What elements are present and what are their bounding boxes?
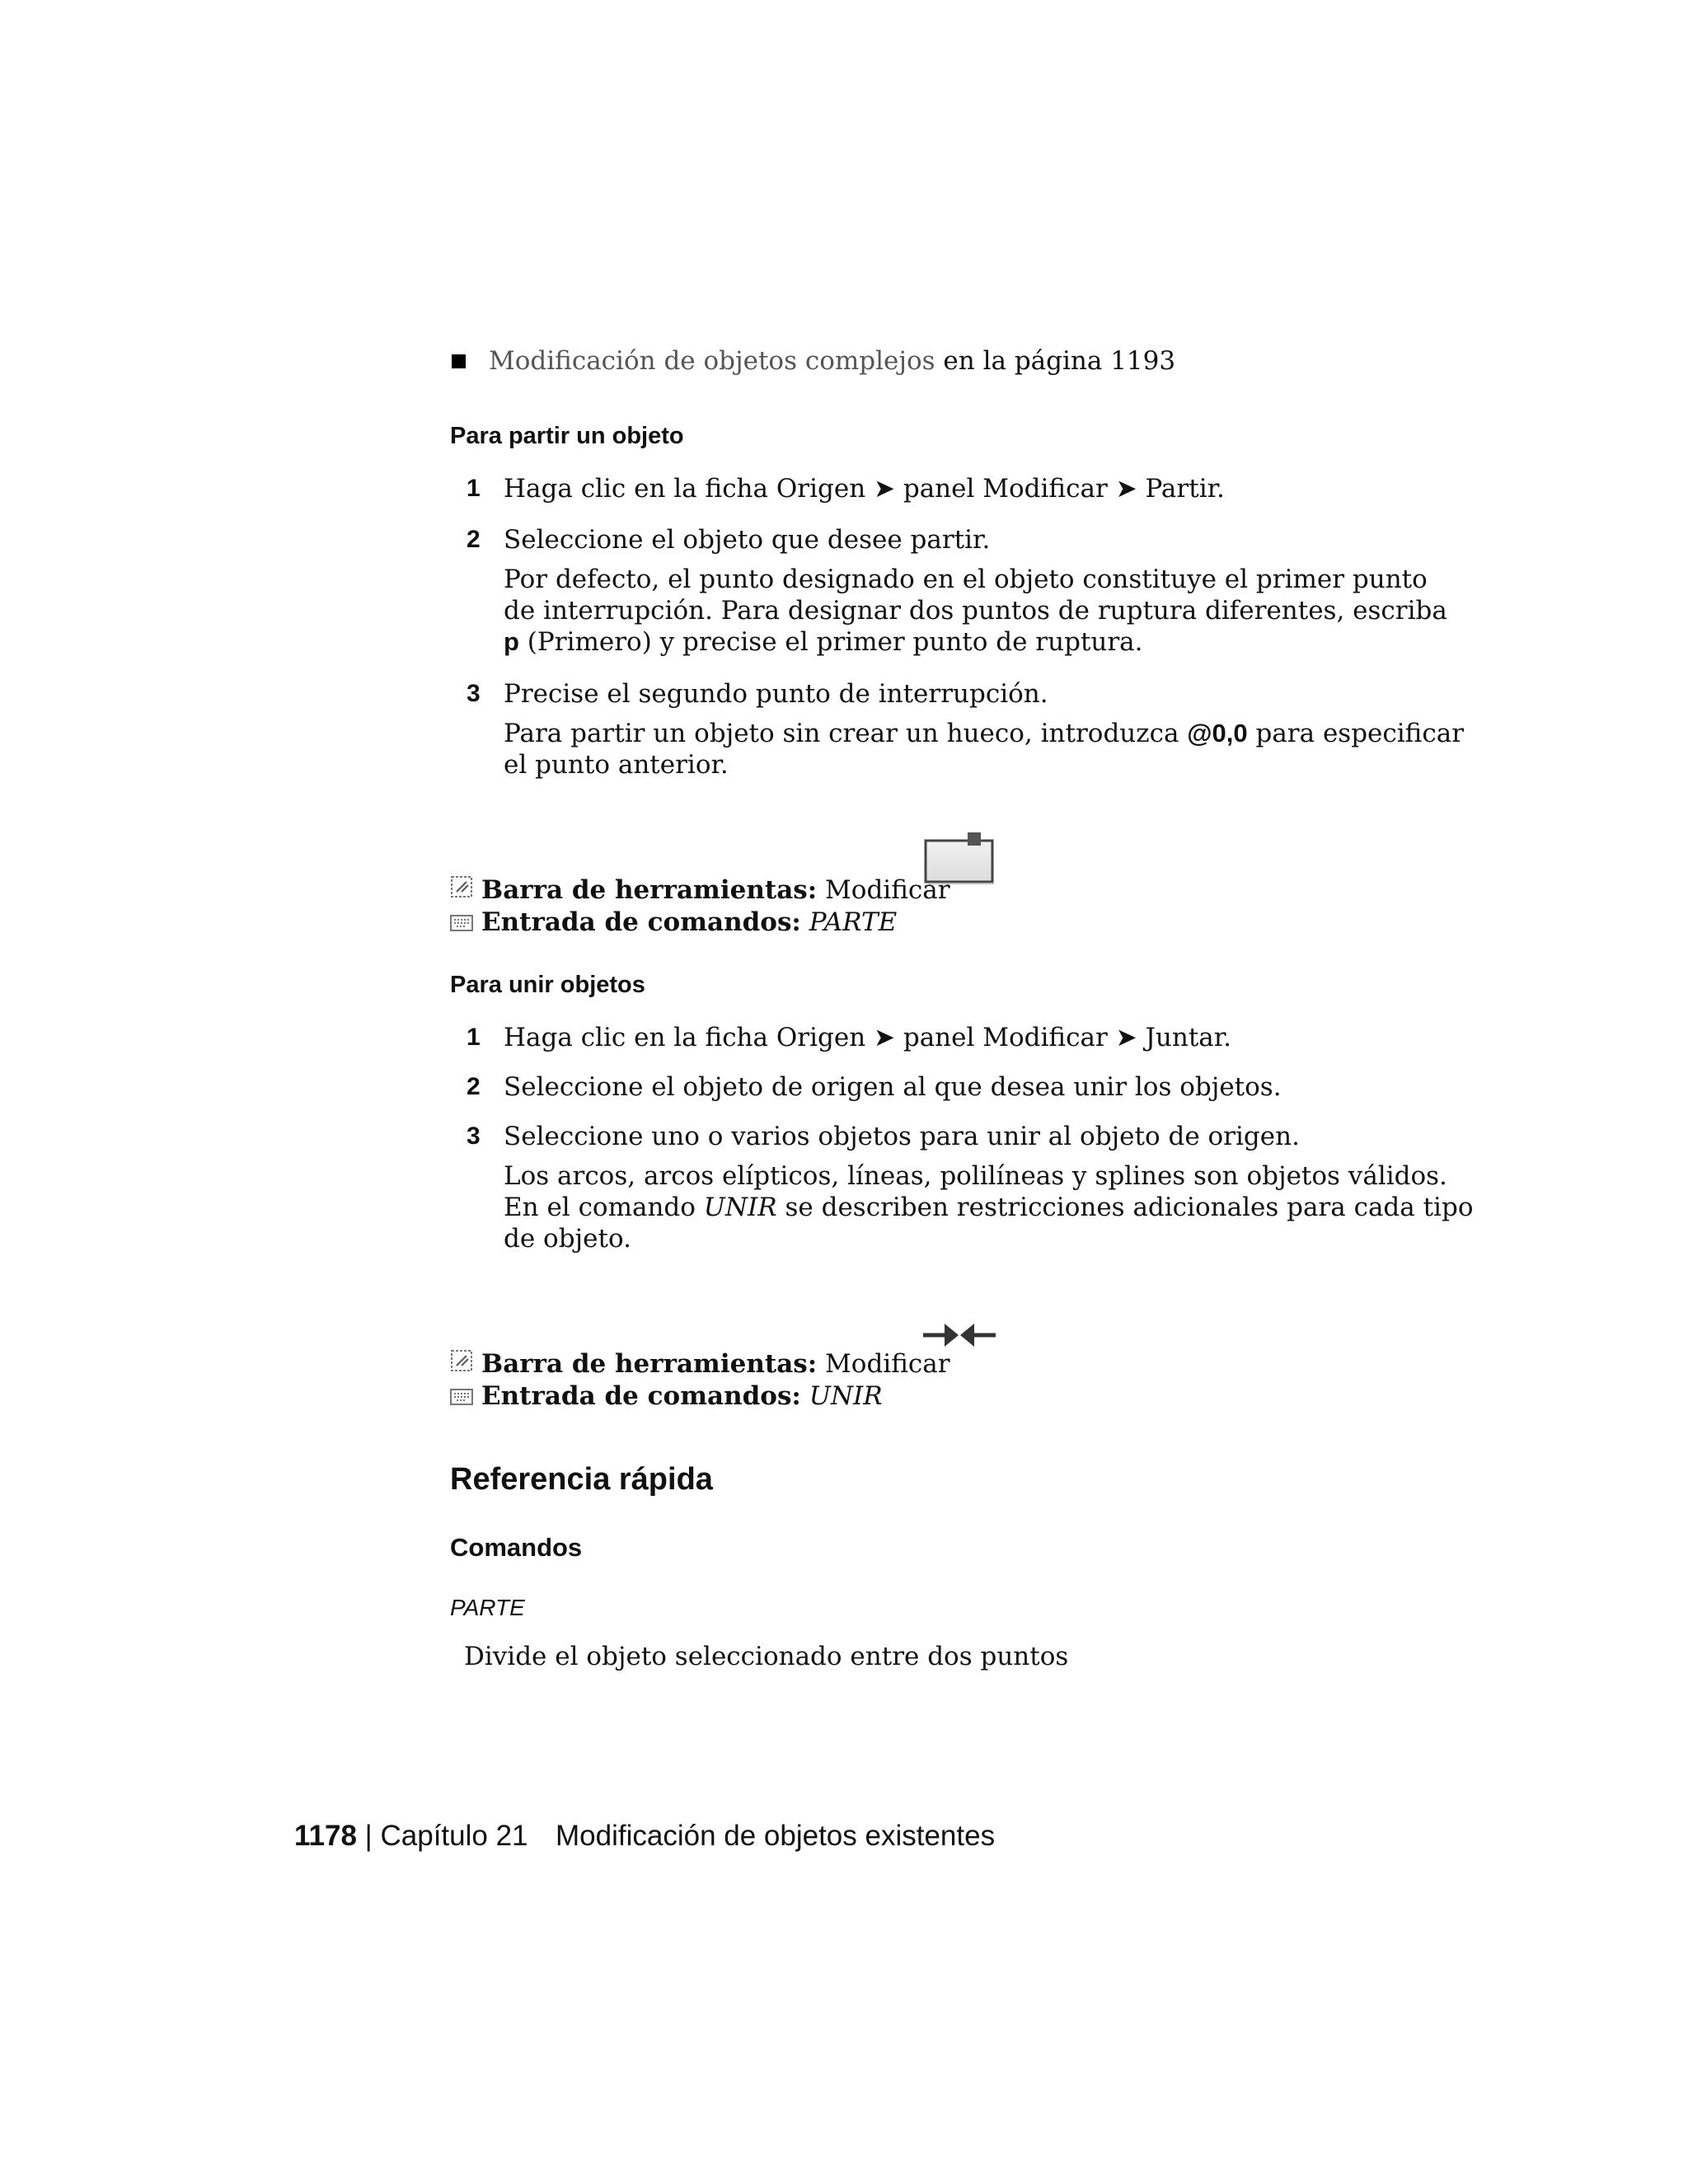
keyboard-icon [450, 913, 473, 933]
join-step-3-note-2: En el comando UNIR se describen restricciones adicionales para cada tipo [504, 1193, 1474, 1222]
procedure-heading-break: Para partir un objeto [450, 423, 684, 449]
step-number: 1 [467, 1024, 481, 1051]
step-number: 3 [467, 1122, 481, 1150]
page-footer [294, 1820, 995, 1853]
arrow-icon: ➤ [874, 1023, 895, 1052]
arrow-icon: ➤ [874, 474, 895, 504]
procedure-heading-join: Para unir objetos [450, 972, 645, 998]
break-step-2-note-2: de interrupción. Para designar dos puntos de ruptura diferentes, escriba [504, 596, 1447, 626]
keyboard-icon [450, 1387, 473, 1407]
bullet-square [452, 354, 466, 368]
step-number: 2 [467, 1073, 481, 1100]
step-number: 2 [467, 526, 481, 553]
related-link-suffix: en la página 1193 [935, 346, 1176, 376]
join-toolbar-line: Barra de herramientas: Modificar [481, 1349, 950, 1379]
command-description: Divide el objeto seleccionado entre dos puntos [464, 1642, 1069, 1671]
chapter-title: Modificación de objetos existentes [556, 1820, 996, 1852]
step-number: 3 [467, 680, 481, 707]
join-tool-icon [921, 1319, 997, 1352]
join-command-line: Entrada de comandos: UNIR [481, 1381, 883, 1411]
section-title-quick-reference: Referencia rápida [450, 1462, 713, 1497]
step-number: 1 [467, 475, 481, 502]
join-step-3: Seleccione uno o varios objetos para unir al objeto de origen. [504, 1122, 1300, 1151]
join-step-1: Haga clic en la ficha Origen ➤ panel Modificar ➤ Juntar. [504, 1023, 1232, 1052]
footer-separator: | [364, 1820, 373, 1852]
join-step-3-note-3: de objeto. [504, 1224, 631, 1254]
arrow-icon: ➤ [1115, 474, 1137, 504]
break-step-3-note-2: el punto anterior. [504, 750, 729, 780]
command-name: PARTE [450, 1595, 525, 1620]
commands-heading: Comandos [450, 1533, 583, 1562]
break-step-2: Seleccione el objeto que desee partir. [504, 525, 991, 555]
break-step-2-note-3: p (Primero) y precise el primer punto de ruptura. [504, 627, 1143, 657]
page-number: 1178 [294, 1820, 357, 1852]
related-link[interactable]: Modificación de objetos complejos [489, 346, 935, 376]
toolbar-icon [450, 1349, 473, 1372]
chapter-number: Capítulo 21 [380, 1820, 528, 1852]
break-command-line: Entrada de comandos: PARTE [481, 907, 898, 937]
break-toolbar-line: Barra de herramientas: Modificar [481, 875, 950, 905]
break-step-1: Haga clic en la ficha Origen ➤ panel Modificar ➤ Partir. [504, 474, 1225, 504]
break-step-3: Precise el segundo punto de interrupción. [504, 679, 1048, 709]
break-step-3-note-1: Para partir un objeto sin crear un hueco, introduzca @0,0 para especificar [504, 719, 1465, 748]
related-link-line [489, 345, 1175, 377]
break-step-2-note-1: Por defecto, el punto designado en el objeto constituye el primer punto [504, 565, 1428, 594]
join-step-2: Seleccione el objeto de origen al que desea unir los objetos. [504, 1072, 1282, 1102]
arrow-icon: ➤ [1115, 1023, 1137, 1052]
toolbar-icon [450, 875, 473, 898]
join-step-3-note-1: Los arcos, arcos elípticos, líneas, polilíneas y splines son objetos válidos. [504, 1161, 1447, 1191]
